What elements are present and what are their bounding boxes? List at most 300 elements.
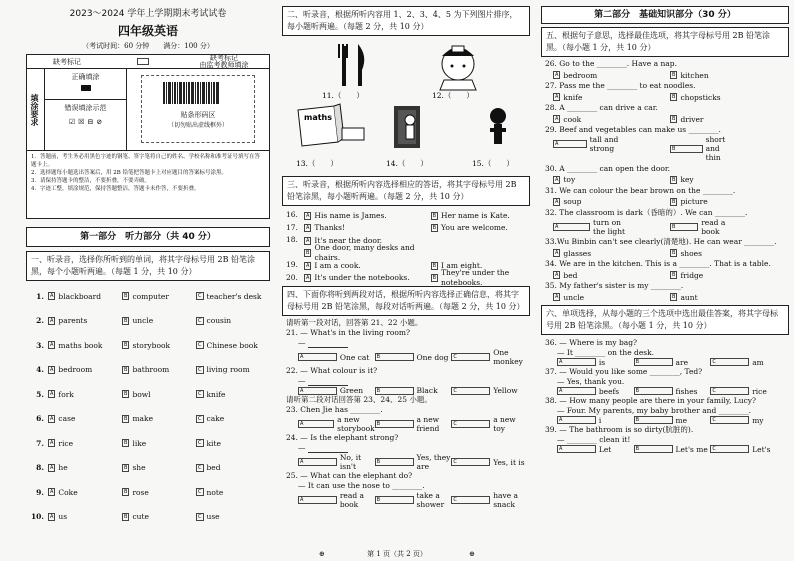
listen-2-opt-c-text: cousin	[206, 316, 232, 326]
absent-checkbox[interactable]	[137, 58, 149, 65]
rule-2: 2．选择题每小题选出答案后，用 2B 铅笔把答题卡上对应题目的答案标号涂黑。	[31, 170, 228, 176]
absent-note-2: 由监考教师填涂	[199, 60, 249, 69]
q25-opt-b-text: take a shower	[416, 491, 445, 509]
listen-2-opt-a-text: parents	[58, 316, 88, 326]
q23-opt-a-letter: A	[298, 420, 334, 428]
listen-item	[30, 284, 270, 309]
q39-opt-a-text: Let	[598, 444, 612, 454]
s5-item	[545, 186, 787, 207]
q38-opt-a-letter: A	[557, 416, 596, 424]
s3-5-opt-b-text: They're under the notebooks.	[441, 267, 510, 287]
s5-4-opt-a[interactable]	[553, 175, 575, 184]
s5-7-opt-b-letter: B	[672, 250, 676, 256]
s5-5-opt-b-text: picture	[680, 197, 708, 206]
section5-title: 五、根据句子意思，选择最佳选项，将其字母标号用 2B 铅笔涂黑。（每小题 1 分，共 10 分）	[541, 27, 789, 57]
s5-item	[545, 81, 787, 102]
s5-6-opt-b[interactable]	[670, 218, 725, 236]
s3-1-opt-b-text: You are welcome.	[441, 223, 508, 233]
listen-10-opt-a-text: us	[58, 512, 68, 522]
s5-0-opt-a-text: bedroom	[563, 70, 598, 80]
listen-5-opt-a-text: fork	[58, 389, 74, 399]
listen-7-opt-b-text: like	[132, 438, 147, 448]
nurse-icon	[440, 46, 476, 90]
s3-4-opt-a-letter: A	[306, 262, 310, 269]
listen-5-opt-a-letter: A	[50, 391, 54, 398]
s5-3-opt-b-letter: B	[670, 145, 703, 153]
q25-opt-b[interactable]	[375, 491, 452, 509]
listen-6-opt-b-text: make	[132, 414, 154, 424]
s5-1-opt-b[interactable]	[670, 93, 721, 102]
barcode-frame	[141, 75, 255, 143]
listen-3-opt-c-letter: C	[198, 342, 202, 349]
s5-question: 33.Wu Binbin can't see clearly(清楚地). He can wear ________.	[545, 237, 777, 246]
s5-9-opt-a-text: uncle	[563, 292, 585, 302]
s5-2-opt-a-letter: A	[555, 116, 559, 122]
listen-7-opt-b-letter: B	[124, 440, 128, 447]
wrong-mark-4: ⊘	[96, 118, 103, 126]
s5-0-opt-b-letter: B	[672, 72, 676, 78]
listen-8-opt-b[interactable]	[122, 463, 146, 472]
s3-1-opt-a-text: Thanks!	[314, 223, 345, 233]
listen-9-opt-a-letter: A	[50, 489, 54, 496]
s3-0-opt-b-text: Her name is Kate.	[441, 210, 510, 220]
q21-opt-a[interactable]	[298, 348, 375, 366]
s5-3-opt-a-text: tall and strong	[589, 135, 619, 153]
s3-0-opt-a-text: His name is James.	[314, 210, 387, 220]
q38-opt-c[interactable]	[710, 416, 787, 425]
listen-2-opt-c[interactable]	[196, 316, 231, 325]
s5-item	[545, 281, 787, 302]
q24-opt-b[interactable]	[375, 453, 452, 471]
q38-opt-b-text: me	[675, 415, 688, 425]
q24-opt-b-text: Yes, they are	[416, 453, 451, 471]
s3-5-opt-b[interactable]	[431, 268, 528, 288]
s3-item	[286, 242, 528, 262]
s5-0-opt-b[interactable]	[670, 71, 709, 80]
q38-opt-b[interactable]	[634, 416, 711, 425]
s5-7-opt-a-letter: A	[555, 250, 559, 256]
section5-items	[541, 57, 789, 302]
listen-1-opt-a-letter: A	[50, 293, 54, 300]
s3-0-opt-b[interactable]	[431, 211, 510, 221]
s5-3-opt-b-text: short and thin	[705, 135, 726, 162]
listen-2-opt-a-letter: A	[50, 317, 54, 324]
s5-1-opt-a-text: knife	[563, 92, 583, 102]
listen-5-opt-c-letter: C	[198, 391, 202, 398]
listen-9-opt-b[interactable]	[122, 488, 149, 497]
rule-3: 3．请保持答题卡的整洁，不要折叠，不要弄破。	[31, 178, 151, 184]
q23-opt-b[interactable]	[375, 415, 452, 433]
listen-8-opt-a[interactable]	[48, 463, 68, 472]
listen-2-opt-a[interactable]	[48, 316, 87, 325]
correct-example-label: 正确填涂	[71, 73, 100, 81]
s5-item	[545, 259, 787, 280]
section3-items	[282, 206, 530, 287]
s3-1-opt-b[interactable]	[431, 223, 508, 233]
q21-opt-a-letter: A	[298, 353, 337, 361]
page-footer	[0, 549, 794, 559]
listen-3-opt-c[interactable]	[196, 341, 258, 350]
q25-opt-a[interactable]	[298, 491, 375, 509]
fill-req-label: 填涂要求	[27, 69, 45, 150]
s5-8-opt-a-text: bed	[563, 270, 578, 280]
maths-book-icon	[298, 104, 364, 146]
listen-item-num: 5.	[36, 389, 44, 399]
listen-item-num: 7.	[36, 438, 44, 448]
listen-8-opt-b-letter: B	[124, 464, 128, 471]
s5-question: 26. Go to the ________. Have a nap.	[545, 59, 677, 68]
listen-2-opt-b-letter: B	[124, 317, 128, 324]
listen-10-opt-b-text: cute	[132, 512, 149, 522]
listen-1-opt-b-text: computer	[132, 291, 169, 301]
q21-opt-c[interactable]	[451, 348, 528, 366]
part2-title: 第二部分 基础知识部分（30 分）	[541, 6, 789, 24]
listen-2-opt-c-letter: C	[198, 317, 202, 324]
s5-5-opt-b[interactable]	[670, 197, 708, 206]
s5-2-opt-b-letter: B	[672, 116, 676, 122]
s3-item	[286, 267, 528, 287]
q22-options	[286, 386, 528, 395]
listen-3-opt-b[interactable]	[122, 341, 170, 350]
q39b: — ________ clean it!	[557, 434, 631, 444]
q25b: — It can use the nose to ________.	[298, 481, 425, 490]
s3-item-num: 16.	[286, 210, 298, 220]
q36-options	[545, 358, 787, 367]
listen-10-opt-c[interactable]	[196, 512, 220, 521]
listen-4-opt-c[interactable]	[196, 365, 250, 374]
listen-4-opt-c-letter: C	[198, 366, 202, 373]
listen-6-opt-c[interactable]	[196, 414, 224, 423]
s5-0-opt-a-letter: A	[555, 72, 559, 78]
s5-8-opt-a-letter: A	[555, 272, 559, 278]
listen-4-opt-a-text: bedroom	[58, 365, 93, 375]
s5-8-opt-b[interactable]	[670, 271, 703, 280]
s5-3-opt-a[interactable]	[553, 135, 619, 153]
absent-row	[27, 55, 269, 69]
s5-1-opt-a[interactable]	[553, 93, 582, 102]
q37b: — Yes, thank you.	[557, 376, 625, 386]
q21-opt-b[interactable]	[375, 348, 452, 366]
s5-4-opt-b[interactable]	[670, 175, 694, 184]
listen-6-opt-a-text: case	[58, 414, 76, 424]
s5-item	[545, 125, 787, 162]
s5-6-opt-a-letter: A	[553, 223, 590, 231]
listen-9-opt-b-text: rose	[132, 487, 149, 497]
s3-1-opt-a[interactable]	[304, 223, 345, 233]
barcode-area	[127, 69, 269, 150]
s3-item	[286, 209, 528, 222]
q38b: — Four. My parents, my baby brother and ________.	[557, 405, 752, 415]
listen-8-opt-c[interactable]	[196, 463, 221, 472]
wrong-example-label: 错误填涂示范	[45, 99, 126, 113]
part1-title: 第一部分 听力部分（共 40 分）	[26, 227, 270, 247]
q22-opt-a-text: Green	[339, 386, 364, 395]
listen-6-opt-b-letter: B	[124, 415, 128, 422]
pic-label-12: 12.（ ）	[432, 91, 474, 100]
rule-4: 4．字迹工整，填涂规范，保持答题整洁，答题卡未作答，不要折叠。	[31, 186, 200, 192]
picture-area	[282, 36, 530, 176]
s5-question: 27. Pass me the ________ to eat noodles.	[545, 81, 696, 90]
listen-10-opt-b-letter: B	[124, 513, 128, 520]
q21: 21. — What's in the living room?	[286, 328, 410, 337]
listen-10-opt-c-text: use	[206, 512, 220, 522]
listen-item	[30, 431, 270, 456]
listen-7-opt-c[interactable]	[196, 439, 221, 448]
q21-blank: —	[286, 338, 528, 348]
q36-opt-c-text: am	[752, 357, 764, 367]
q39-opt-c-letter: C	[710, 445, 749, 453]
listen-9-opt-b-letter: B	[124, 489, 128, 496]
q24-options	[286, 453, 528, 471]
q25-opt-c[interactable]	[451, 491, 528, 509]
listen-6-opt-a-letter: A	[50, 415, 54, 422]
q39-opt-b[interactable]	[634, 445, 711, 454]
q36-opt-a-letter: A	[557, 358, 596, 366]
door-person-icon	[394, 106, 420, 148]
s5-item	[545, 208, 787, 236]
q21-opt-c-letter: C	[451, 353, 490, 361]
q37-opt-a[interactable]	[557, 387, 634, 396]
q37-opt-c[interactable]	[710, 387, 787, 396]
wrong-mark-2: ☒	[78, 118, 85, 126]
q24-opt-c[interactable]	[451, 453, 528, 471]
s5-2-opt-a-text: cook	[563, 114, 582, 124]
listen-9-opt-c[interactable]	[196, 488, 223, 497]
s5-9-opt-b-text: aunt	[680, 292, 698, 302]
s5-9-opt-a[interactable]	[553, 293, 584, 302]
s3-1-opt-b-letter: B	[432, 225, 437, 232]
s3-4-opt-b-text: I am eight.	[441, 260, 483, 270]
q36-opt-b[interactable]	[634, 358, 711, 367]
s5-4-opt-b-text: key	[680, 175, 694, 184]
s5-2-opt-b-text: driver	[680, 114, 704, 124]
listen-1-opt-a[interactable]	[48, 292, 101, 301]
q22-opt-b[interactable]	[375, 386, 452, 395]
pic-label-15: 15.（ ）	[472, 159, 514, 168]
listen-5-opt-b[interactable]	[122, 390, 151, 399]
s5-4-opt-b-letter: B	[672, 176, 676, 183]
listen-9-opt-a[interactable]	[48, 488, 78, 497]
dialog1-intro: 请听第一段对话，回答第 21、22 小题。	[286, 318, 423, 327]
s3-3-opt-b-letter: B	[306, 249, 310, 256]
s5-3-opt-b[interactable]	[670, 135, 734, 162]
time-info: （考试时间：60 分钟	[82, 42, 150, 50]
q25-opt-c-letter: C	[451, 496, 490, 504]
q38-opt-a[interactable]	[557, 416, 634, 425]
listen-3-opt-a-letter: A	[50, 342, 54, 349]
q39-opt-b-letter: B	[634, 445, 673, 453]
listen-3-opt-a[interactable]	[48, 341, 102, 350]
q36-opt-c[interactable]	[710, 358, 787, 367]
s3-0-opt-b-letter: B	[432, 212, 437, 219]
barcode	[163, 82, 233, 104]
s3-5-opt-a[interactable]	[304, 273, 410, 283]
listen-item-num: 6.	[36, 414, 44, 424]
s3-4-opt-a[interactable]	[304, 261, 361, 271]
section4-title: 四、下面你将听到两段对话，根据所听内容选择正确信息，将其字母标号用 2B 铅笔涂黑，每段对话听两遍。（每题 2 分，共 10 分）	[282, 286, 530, 316]
q25-options	[286, 491, 528, 509]
q38-options	[545, 416, 787, 425]
listen-3-opt-a-text: maths book	[58, 340, 103, 350]
absent-label: 缺考标记	[53, 57, 81, 66]
q37-opt-a-text: beefs	[598, 386, 620, 396]
q21-opt-b-text: One dog	[416, 352, 449, 362]
q24-opt-a[interactable]	[298, 453, 375, 471]
correct-mark-example	[81, 85, 91, 91]
s5-8-opt-b-text: fridge	[680, 270, 704, 280]
q23-options	[286, 415, 528, 433]
q37-opt-b[interactable]	[634, 387, 711, 396]
s3-2-opt-a-text: It's near the door.	[314, 235, 383, 245]
section1-title: 一、听录音，选择你所听到的单词，将其字母标号用 2B 铅笔涂黑，每个小题听两遍。（每题 1 分，共 10 分）	[26, 251, 270, 281]
section2-title: 二、听录音，根据所听内容用 1、2、3、4、5 为下列图片排序，每小题听两遍。（每题 2 分，共 10 分）	[282, 6, 530, 36]
q39: 39. — The bathroom is so dirty(肮脏的).	[545, 424, 694, 434]
q24-opt-a-letter: A	[298, 458, 337, 466]
s5-9-opt-b-letter: B	[672, 294, 676, 300]
s3-item-num: 19.	[286, 260, 298, 270]
s5-question: 28. A ________ can drive a car.	[545, 103, 658, 112]
q36-opt-b-text: are	[675, 357, 689, 367]
s5-8-opt-a[interactable]	[553, 271, 577, 280]
column-2	[282, 6, 530, 509]
listen-10-opt-a[interactable]	[48, 512, 67, 521]
s5-6-opt-a[interactable]	[553, 218, 626, 236]
q37-opt-c-letter: C	[710, 387, 749, 395]
listen-9-opt-c-letter: C	[198, 489, 202, 496]
wrong-marks	[45, 118, 126, 126]
s5-6-opt-b-letter: B	[670, 223, 698, 231]
s5-item	[545, 237, 787, 258]
s3-item-num: 20.	[286, 272, 298, 282]
s3-5-opt-a-text: It's under the notebooks.	[314, 273, 410, 283]
absent-note-1: 缺考标记	[210, 53, 238, 62]
q39-opt-b-text: Let's me	[675, 444, 708, 454]
s5-4-opt-a-letter: A	[555, 176, 559, 183]
q24: 24. — Is the elephant strong?	[286, 433, 399, 442]
absent-note	[179, 55, 269, 69]
listen-5-opt-c[interactable]	[196, 390, 226, 399]
s3-0-opt-a[interactable]	[304, 211, 387, 221]
listen-4-opt-b-text: bathroom	[132, 365, 170, 375]
s3-item	[286, 222, 528, 235]
q39-opt-c-text: Let's	[752, 444, 771, 454]
q23-opt-a-text: a new storybook	[337, 415, 375, 433]
q23-opt-c[interactable]	[451, 415, 528, 433]
listen-7-opt-a[interactable]	[48, 439, 73, 448]
s5-9-opt-b[interactable]	[670, 293, 698, 302]
q37-opt-a-letter: A	[557, 387, 596, 395]
column-3	[541, 6, 789, 454]
listen-9-opt-a-text: Coke	[58, 487, 78, 497]
q39-opt-a[interactable]	[557, 445, 634, 454]
q39-opt-c[interactable]	[710, 445, 787, 454]
section3-title: 三、听录音，根据所听内容选择相应的答语，将其字母标号用 2B 铅笔涂黑，每小题听两遍。（每题 2 分，共 10 分）	[282, 176, 530, 206]
s5-question: 35. My father's sister is my ________.	[545, 281, 684, 290]
q25-opt-a-letter: A	[298, 496, 337, 504]
exam-title: 2023～2024 学年上学期期末考试试卷	[69, 9, 227, 19]
listen-1-opt-a-text: blackboard	[58, 291, 102, 301]
s5-5-opt-a-text: soup	[563, 197, 582, 206]
s5-0-opt-a[interactable]	[553, 71, 597, 80]
q23-opt-b-letter: B	[375, 420, 414, 428]
q24-opt-c-letter: C	[451, 458, 490, 466]
q22-opt-b-letter: B	[375, 387, 414, 395]
bear-icon	[490, 108, 506, 144]
time-score-line	[26, 41, 270, 51]
listen-7-opt-a-text: rice	[58, 438, 74, 448]
s5-question: 32. The classroom is dark（昏暗的）. We can ________.	[545, 207, 748, 217]
q21-opt-a-text: One cat	[339, 352, 370, 362]
listen-item	[30, 456, 270, 481]
q21-options	[286, 348, 528, 366]
q24-opt-b-letter: B	[375, 458, 414, 466]
listen-8-opt-b-text: she	[132, 463, 146, 473]
s5-item	[545, 103, 787, 124]
q36-opt-a[interactable]	[557, 358, 634, 367]
listen-8-opt-a-text: he	[58, 463, 68, 473]
listen-3-opt-b-text: storybook	[132, 340, 171, 350]
listen-4-opt-b[interactable]	[122, 365, 169, 374]
section4-items	[282, 316, 530, 509]
q22-opt-c[interactable]	[451, 386, 528, 395]
listen-7-opt-b[interactable]	[122, 439, 146, 448]
listen-7-opt-c-letter: C	[198, 440, 202, 447]
listen-6-opt-b[interactable]	[122, 414, 153, 423]
s5-2-opt-a[interactable]	[553, 115, 581, 124]
listen-6-opt-a[interactable]	[48, 414, 75, 423]
s5-7-opt-b[interactable]	[670, 249, 702, 258]
q21-opt-b-letter: B	[375, 353, 414, 361]
q37: 37. — Would you like some ________, Ted?	[545, 366, 703, 376]
dialog2-intro: 请听第二段对话回答第 23、24、25 小题。	[286, 395, 432, 404]
s3-5-opt-b-letter: B	[432, 274, 437, 281]
s5-2-opt-b[interactable]	[670, 115, 703, 124]
q21-blank-line	[308, 340, 348, 348]
q22-opt-b-text: Black	[416, 386, 438, 395]
listen-item	[30, 358, 270, 383]
q24-blank: —	[286, 443, 528, 453]
listen-10-opt-b[interactable]	[122, 512, 149, 521]
registration-mark-right: ⊕	[469, 550, 476, 558]
s5-4-opt-a-text: toy	[563, 175, 576, 184]
q22-opt-a[interactable]	[298, 386, 375, 395]
q21-opt-c-text: One monkey	[493, 348, 523, 366]
s5-question: 31. We can colour the bear brown on the ________.	[545, 185, 736, 195]
listen-1-opt-c[interactable]	[196, 292, 261, 301]
answer-card-header	[26, 54, 270, 219]
listen-5-opt-b-text: bowl	[132, 389, 151, 399]
listen-4-opt-a[interactable]	[48, 365, 92, 374]
listen-1-opt-c-text: teacher's desk	[206, 291, 262, 301]
s5-item	[545, 164, 787, 185]
listen-item	[30, 505, 270, 530]
listen-5-opt-a[interactable]	[48, 390, 74, 399]
s5-7-opt-a[interactable]	[553, 249, 591, 258]
pic-label-13: 13.（ ）	[296, 159, 338, 168]
listen-1-opt-b[interactable]	[122, 292, 169, 301]
picture-svg	[282, 36, 530, 176]
q23-opt-a[interactable]	[298, 415, 375, 433]
listen-item-num: 9.	[36, 487, 44, 497]
section6-items	[541, 335, 789, 454]
q37-options	[545, 387, 787, 396]
listen-item-num: 2.	[36, 316, 44, 326]
listen-2-opt-b[interactable]	[122, 316, 153, 325]
s5-0-opt-b-text: kitchen	[680, 70, 709, 80]
s3-0-opt-a-letter: A	[306, 212, 310, 219]
s5-5-opt-a[interactable]	[553, 197, 581, 206]
listen-9-opt-c-text: note	[206, 487, 224, 497]
